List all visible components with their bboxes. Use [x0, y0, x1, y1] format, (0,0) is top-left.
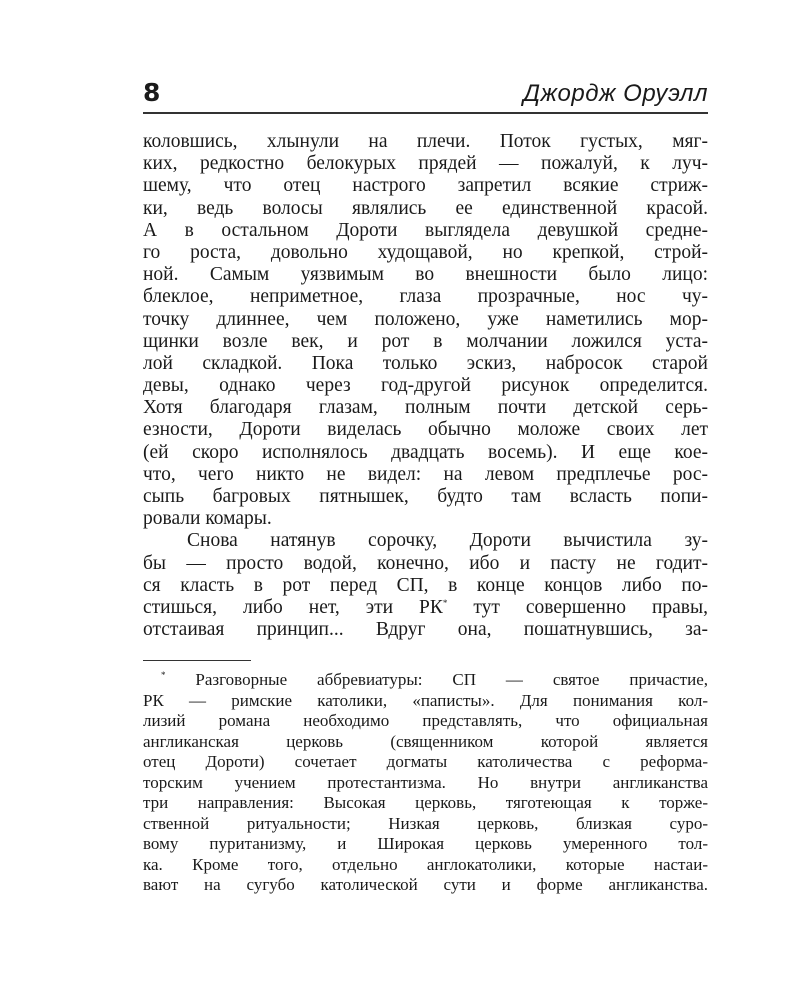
body-line: езности, Дороти виделась обычно моложе своих лет: [143, 419, 708, 441]
body-line: А в остальном Дороти выглядела девушкой средне-: [143, 219, 708, 241]
body-line: (ей скоро исполнялось двадцать восемь). И еще кое-: [143, 441, 708, 463]
body-line: бы — просто водой, конечно, ибо и пасту не годит-: [143, 552, 708, 574]
body-line: ной. Самым уязвимым во внешности было лицо:: [143, 264, 708, 286]
body-line: лой складкой. Пока только эскиз, набросок старой: [143, 352, 708, 374]
footnote-line: торским учением протестантизма. Но внутри англиканства: [143, 772, 708, 792]
body-line: ровали комары.: [143, 508, 272, 530]
body-text: [143, 131, 708, 641]
footnote-line: англиканская церковь (священником которой является: [143, 731, 708, 751]
body-line: коловшись, хлынули на плечи. Поток густых, мяг-: [143, 131, 708, 152]
running-head-author: Джордж Оруэлл: [523, 80, 708, 107]
body-line: ких, редкостно белокурых прядей — пожалуй, к луч-: [143, 153, 708, 175]
page-number: 8: [143, 78, 161, 107]
body-line: ки, ведь волосы являлись ее единственной красой.: [143, 197, 708, 219]
body-line: сыпь багровых пятнышек, будто там всласть попи-: [143, 486, 708, 507]
footnote-line: РК — римские католики, «паписты». Для понимания кол-: [143, 690, 708, 710]
body-line: отстаивая принцип... Вдруг она, пошатнувшись, за-: [143, 619, 708, 641]
footnote-divider: [143, 660, 251, 661]
body-line: го роста, довольно худощавой, но крепкой, строй-: [143, 241, 708, 263]
body-line: точку длиннее, чем положено, уже наметились мор-: [143, 308, 708, 330]
footnote-line: три направления: Высокая церковь, тяготеющая к торже-: [143, 793, 708, 812]
footnote-reference: *: [442, 597, 448, 608]
footnote-line-text: Разговорные аббревиатуры: СП — святое причастие,: [195, 670, 708, 689]
body-line: стишься, либо нет, эти РК* тут совершенно правы,: [143, 596, 708, 618]
footnote: [143, 670, 708, 896]
running-header: [143, 78, 708, 114]
footnote-line: вают на сугубо католической сути и форме англиканства.: [143, 875, 708, 894]
body-line: девы, однако через год-другой рисунок определится.: [143, 375, 708, 397]
footnote-line: [143, 670, 708, 691]
body-line: что, чего никто не видел: на левом предплечье рос-: [143, 463, 708, 485]
body-line: шему, что отец настрого запретил всякие стриж-: [143, 175, 708, 197]
body-line: блеклое, неприметное, глаза прозрачные, нос чу-: [143, 286, 708, 308]
body-line: щинки возле век, и рот в молчании ложился уста-: [143, 330, 708, 352]
body-line: ся класть в рот перед СП, в конце концов либо по-: [143, 574, 708, 596]
footnote-line: вому пуританизму, и Широкая церковь умеренного тол-: [143, 834, 708, 853]
footnote-marker: *: [161, 670, 166, 680]
body-line: Хотя благодаря глазам, полным почти детской серь-: [143, 397, 708, 419]
footnote-line: лизий романа необходимо представлять, что официальная: [143, 711, 708, 730]
body-line: Снова натянув сорочку, Дороти вычистила зу-: [187, 530, 708, 552]
footnote-line: ственной ритуальности; Низкая церковь, близкая суро-: [143, 813, 708, 833]
footnote-line: ка. Кроме того, отдельно англокатолики, которые настаи-: [143, 854, 708, 874]
footnote-line: отец Дороти) сочетает догматы католичества с реформа-: [143, 752, 708, 771]
